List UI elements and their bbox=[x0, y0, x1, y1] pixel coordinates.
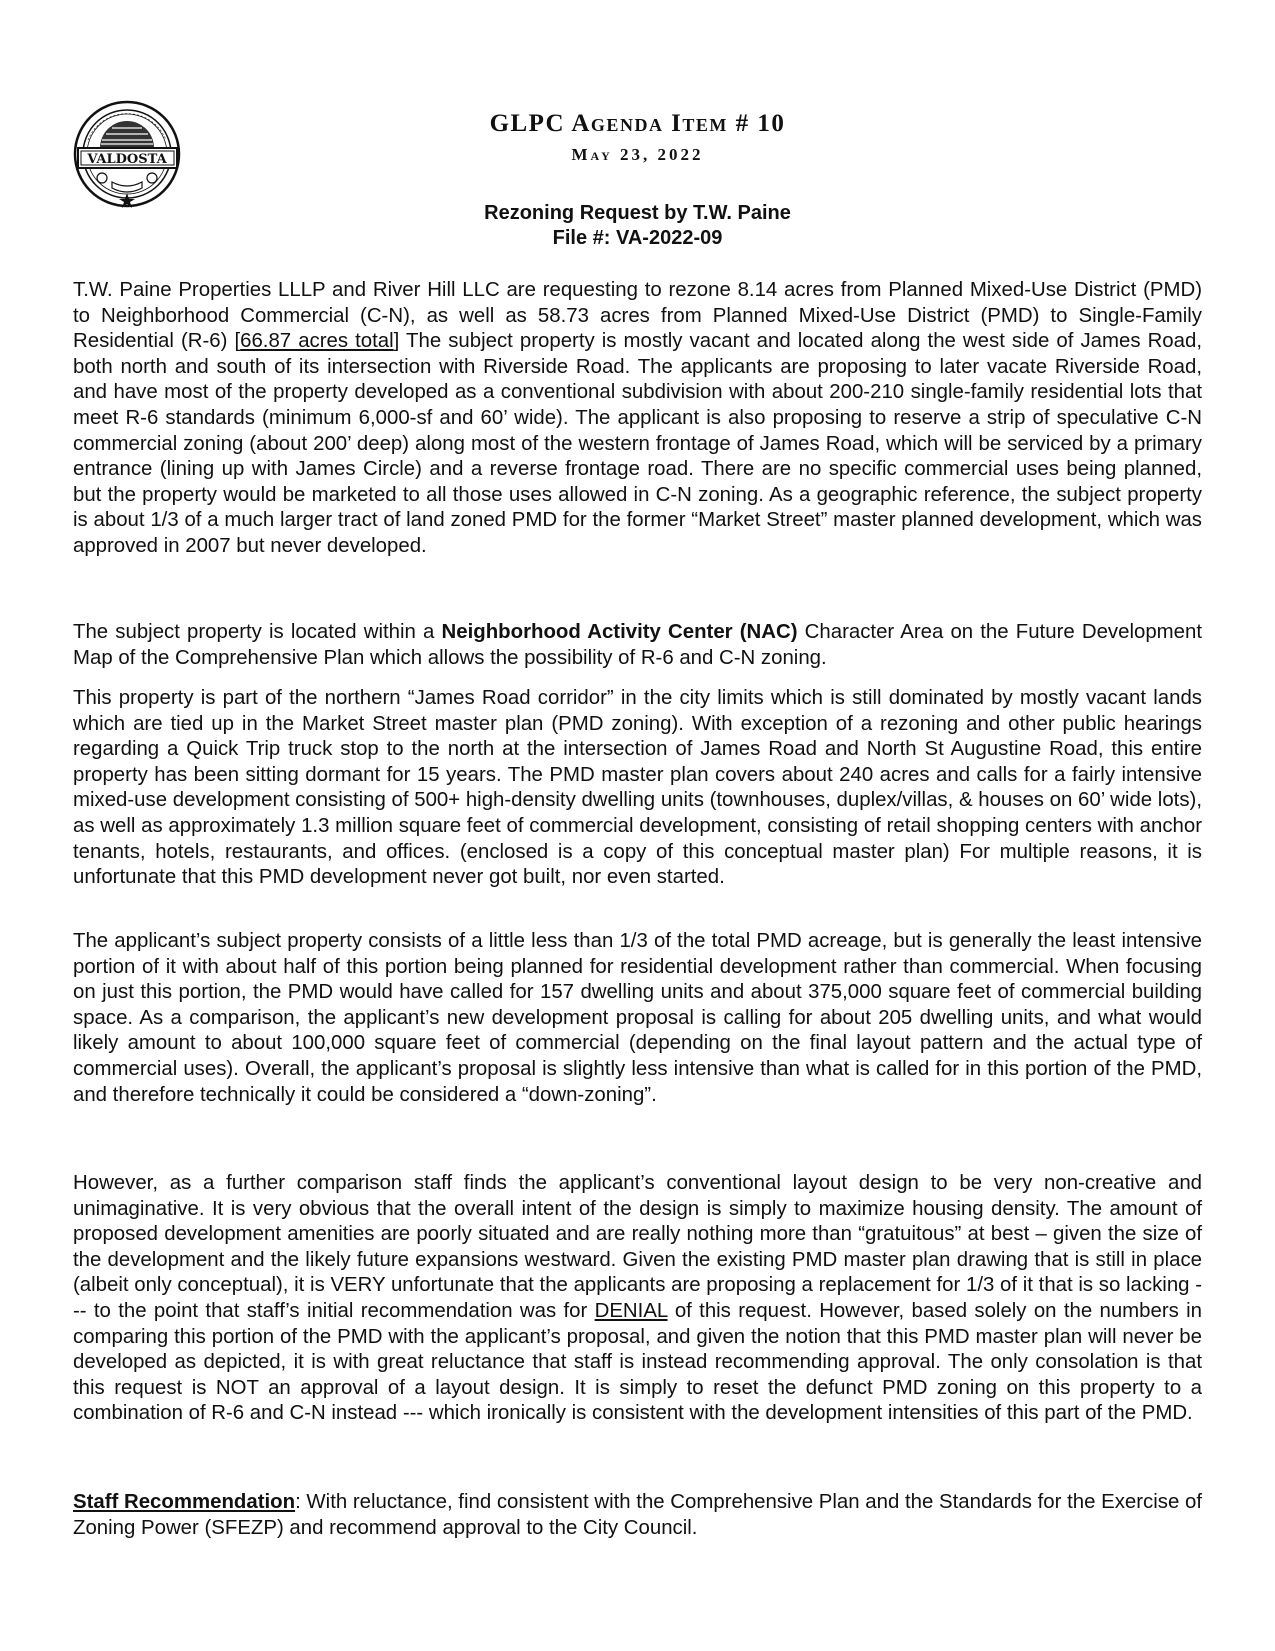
paragraph-text: Character Area on the Future Development Map of the Comprehensive Plan which allows the possibility of R-6 and C-N zoning. bbox=[73, 621, 1202, 669]
paragraph-comparison: The applicant’s subject property consists of a little less than 1/3 of the total PMD acreage, but is generally the least intensive portion of it with about half of this portion being planned for residential development rather than commercial. When focusing on just this portion, the PMD would have called for 157 dwelling units and about 375,000 square feet of commercial building space. As a comparison, the applicant’s new development proposal is calling for about 205 dwelling units, and what would likely amount to about 100,000 square feet of commercial (depending on the final layout pattern and the actual type of commercial uses). Overall, the applicant’s proposal is slightly less intensive than what is called for in this portion of the PMD, and therefore technically it could be considered a “down-zoning”. bbox=[73, 930, 1202, 1106]
request-title: Rezoning Request by T.W. Paine bbox=[484, 202, 791, 224]
svg-text:VALDOSTA: VALDOSTA bbox=[87, 152, 167, 167]
paragraph-corridor: This property is part of the northern “James Road corridor” in the city limits which is still dominated by mostly vacant lands which are tied up in the Market Street master plan (PMD zoning). With exception of a rezoning and other public hearings regarding a Quick Trip truck stop to the north at the intersection of James Road and North St Augustine Road, this entire property has been sitting dormant for 15 years. The PMD master plan covers about 240 acres and calls for a fairly intensive mixed-use development consisting of 500+ high-density dwelling units (townhouses, duplex/villas, & houses on 60’ wide lots), as well as approximately 1.3 million square feet of commercial development, consisting of retail shopping centers with anchor tenants, hotels, restaurants, and offices. (enclosed is a copy of this conceptual master plan) For multiple reasons, it is unfortunate that this PMD development never got built, nor even started. bbox=[73, 687, 1202, 889]
recommendation-label: Staff Recommendation bbox=[73, 1491, 296, 1513]
paragraph-text: of this request. However, based solely on the numbers in comparing this portion of the PMD with the applicant’s proposal, and given the notion that this PMD master plan will never be developed as depicted, it is with great reluctance that staff is instead recommending approval. The only consolation is that this request is NOT an approval of a layout design. It is simply to reset the defunct PMD zoning on this property to a combination of R-6 and C-N instead --- which ironically is consistent with the development intensities of this part of the PMD. bbox=[73, 1299, 1202, 1425]
agenda-title: GLPC Agenda Item # 10 bbox=[489, 110, 786, 137]
paragraph-staff-recommendation bbox=[73, 1490, 1202, 1541]
file-number: File #: VA-2022-09 bbox=[552, 227, 723, 249]
acres-total: 66.87 acres total bbox=[240, 330, 394, 353]
paragraph-text: T.W. Paine Properties LLLP and River Hill LLC are requesting to rezone 8.14 acres from Planned Mixed-Use District (PMD) to Neighborhood Commercial (C-N), as well as 58.73 acres from Planned Mixed-Use District (PMD) to Single-Family Residential (R-6) [ bbox=[73, 279, 1202, 353]
paragraph-request-summary bbox=[73, 278, 1202, 560]
paragraph-text: The subject property is located within a bbox=[73, 621, 442, 643]
paragraph-staff-findings bbox=[73, 1171, 1202, 1427]
paragraph-text: However, as a further comparison staff finds the applicant’s conventional layout design to be very non-creative and unimaginative. It is very obvious that the overall intent of the design is simply to maximize housing density. The amount of proposed development amenities are poorly situated and are really nothing more than “gratuitous” at best – given the size of the development and the likely future expansions westward. Given the existing PMD master plan drawing that is still in place (albeit only conceptual), it is VERY unfortunate that the applicants are proposing a replacement for 1/3 of it that is so lacking --- to the point that staff’s initial recommendation was for bbox=[73, 1172, 1202, 1322]
agenda-date: May 23, 2022 bbox=[571, 145, 704, 164]
denial-text: DENIAL bbox=[594, 1299, 668, 1322]
paragraph-text: ] The subject property is mostly vacant and located along the west side of James Road, both north and south of its intersection with Riverside Road. The applicants are proposing to later vacate Riverside Road, and have most of the property developed as a conventional subdivision with about 200-210 single-family residential lots that meet R-6 standards (minimum 6,000-sf and 60’ wide). The applicant is also proposing to reserve a strip of speculative C-N commercial zoning (about 200’ deep) along most of the western frontage of James Road, which will be serviced by a primary entrance (lining up with James Circle) and a reverse frontage road. There are no specific commercial uses being planned, but the property would be marketed to all those uses allowed in C-N zoning. As a geographic reference, the subject property is about 1/3 of a much larger tract of land zoned PMD for the former “Market Street” master planned development, which was approved in 2007 but never developed. bbox=[73, 330, 1202, 557]
paragraph-character-area bbox=[73, 620, 1202, 671]
character-area-name: Neighborhood Activity Center (NAC) bbox=[441, 621, 798, 643]
recommendation-text: : With reluctance, find consistent with the Comprehensive Plan and the Standards for the Exercise of Zoning Power (SFEZP) and recommend approval to the City Council. bbox=[73, 1491, 1202, 1539]
